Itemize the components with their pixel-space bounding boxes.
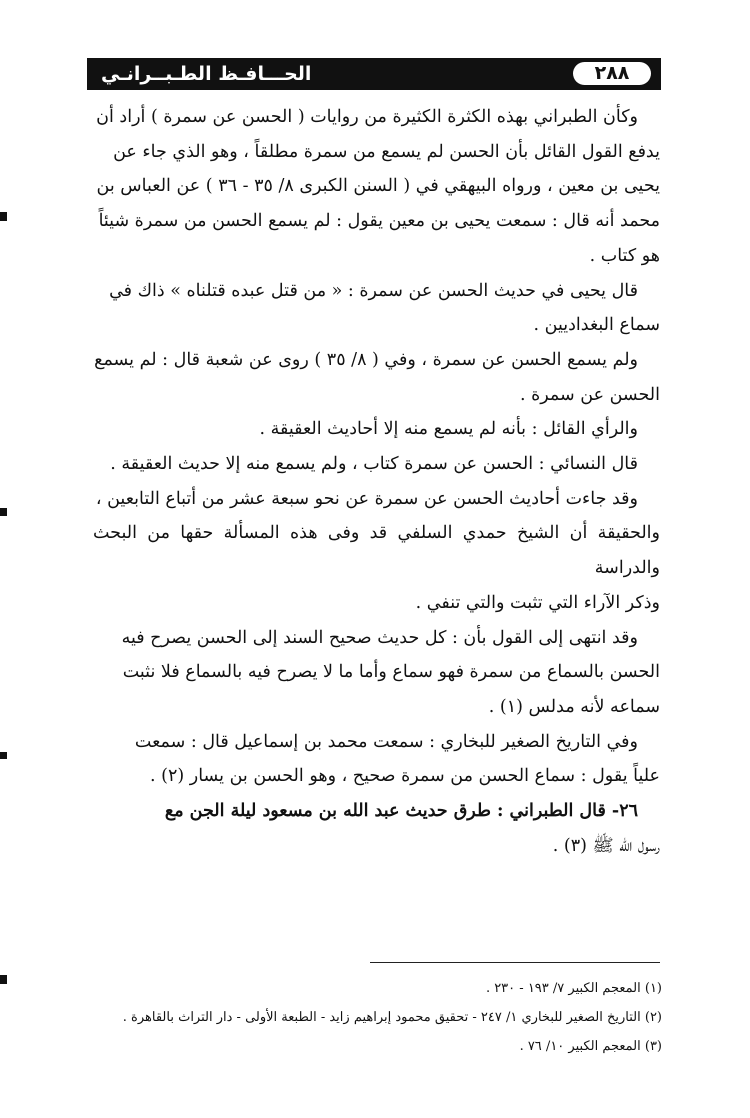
numbered-heading-line: ٢٦- قال الطبراني : طرق حديث عبد الله بن مسعود ليلة الجن مع <box>164 801 638 822</box>
text-line: وقد جاءت أحاديث الحسن عن سمرة عن نحو سبعة عشر من أتباع التابعين ، <box>95 488 638 509</box>
text-line: سماع البغداديين . <box>533 315 660 336</box>
running-title: الحـــافـظ الطـبــرانـي <box>101 63 312 85</box>
footnotes <box>80 974 662 1061</box>
text-line: علياً يقول : سماع الحسن من سمرة صحيح ، وهو الحسن بن يسار (٢) . <box>150 766 660 787</box>
text-line: قال النسائي : الحسن عن سمرة كتاب ، ولم يسمع منه إلا حديث العقيقة . <box>110 454 638 475</box>
text-line: يدفع القول القائل بأن الحسن لم يسمع من سمرة مطلقاً ، وهو الذي جاء عن <box>113 141 660 162</box>
text-line: رسول الله ﷺ (٣) . <box>552 835 660 856</box>
text-line: الحسن بالسماع من سمرة فهو سماع وأما ما لا يصرح فيه بالسماع فلا نثبت <box>122 662 660 683</box>
text-line: والرأي القائل : بأنه لم يسمع منه إلا أحاديث العقيقة . <box>259 419 638 440</box>
text-line: سماعه لأنه مدلس (١) . <box>488 696 660 717</box>
text-line: هو كتاب . <box>589 245 660 266</box>
text-line: يحيى بن معين ، ورواه البيهقي في ( السنن الكبرى ٨/ ٣٥ - ٣٦ ) عن العباس بن <box>96 176 660 197</box>
text-line: وقد انتهى إلى القول بأن : كل حديث صحيح السند إلى الحسن يصرح فيه <box>121 627 638 648</box>
text-line: الحسن عن سمرة . <box>519 384 660 405</box>
scan-edge-mark <box>0 212 7 221</box>
page-number: ٢٨٨ <box>573 62 651 85</box>
footnote: (٢) التاريخ الصغير للبخاري ١/ ٢٤٧ - تحقيق محمود إبراهيم زايد - الطبعة الأولى - دار التراث بالقاهرة . <box>122 1010 662 1025</box>
scan-edge-mark <box>0 752 7 759</box>
page-header <box>87 58 661 90</box>
text-line: ولم يسمع الحسن عن سمرة ، وفي ( ٨/ ٣٥ ) روى عن شعبة قال : لم يسمع <box>94 349 638 370</box>
text-line: وذكر الآراء التي تثبت والتي تنفي . <box>415 592 660 613</box>
footnote-divider <box>370 962 660 963</box>
main-text <box>93 100 660 863</box>
scan-edge-mark <box>0 975 7 984</box>
footnote: (٣) المعجم الكبير ١٠/ ٧٦ . <box>519 1039 662 1054</box>
text-line: والحقيقة أن الشيخ حمدي السلفي قد وفى هذه المسألة حقها من البحث والدراسة <box>93 523 660 579</box>
footnote: (١) المعجم الكبير ٧/ ١٩٣ - ٢٣٠ . <box>485 981 662 996</box>
text-line: وكأن الطبراني بهذه الكثرة الكثيرة من روايات ( الحسن عن سمرة ) أراد أن <box>96 107 638 127</box>
text-line: محمد أنه قال : سمعت يحيى بن معين يقول : لم يسمع الحسن من سمرة شيئاً <box>98 211 660 232</box>
text-line: قال يحيى في حديث الحسن عن سمرة : « من قتل عبده قتلناه » ذاك في <box>109 280 638 301</box>
scan-edge-mark <box>0 508 7 516</box>
text-line: وفي التاريخ الصغير للبخاري : سمعت محمد بن إسماعيل قال : سمعت <box>134 731 638 752</box>
